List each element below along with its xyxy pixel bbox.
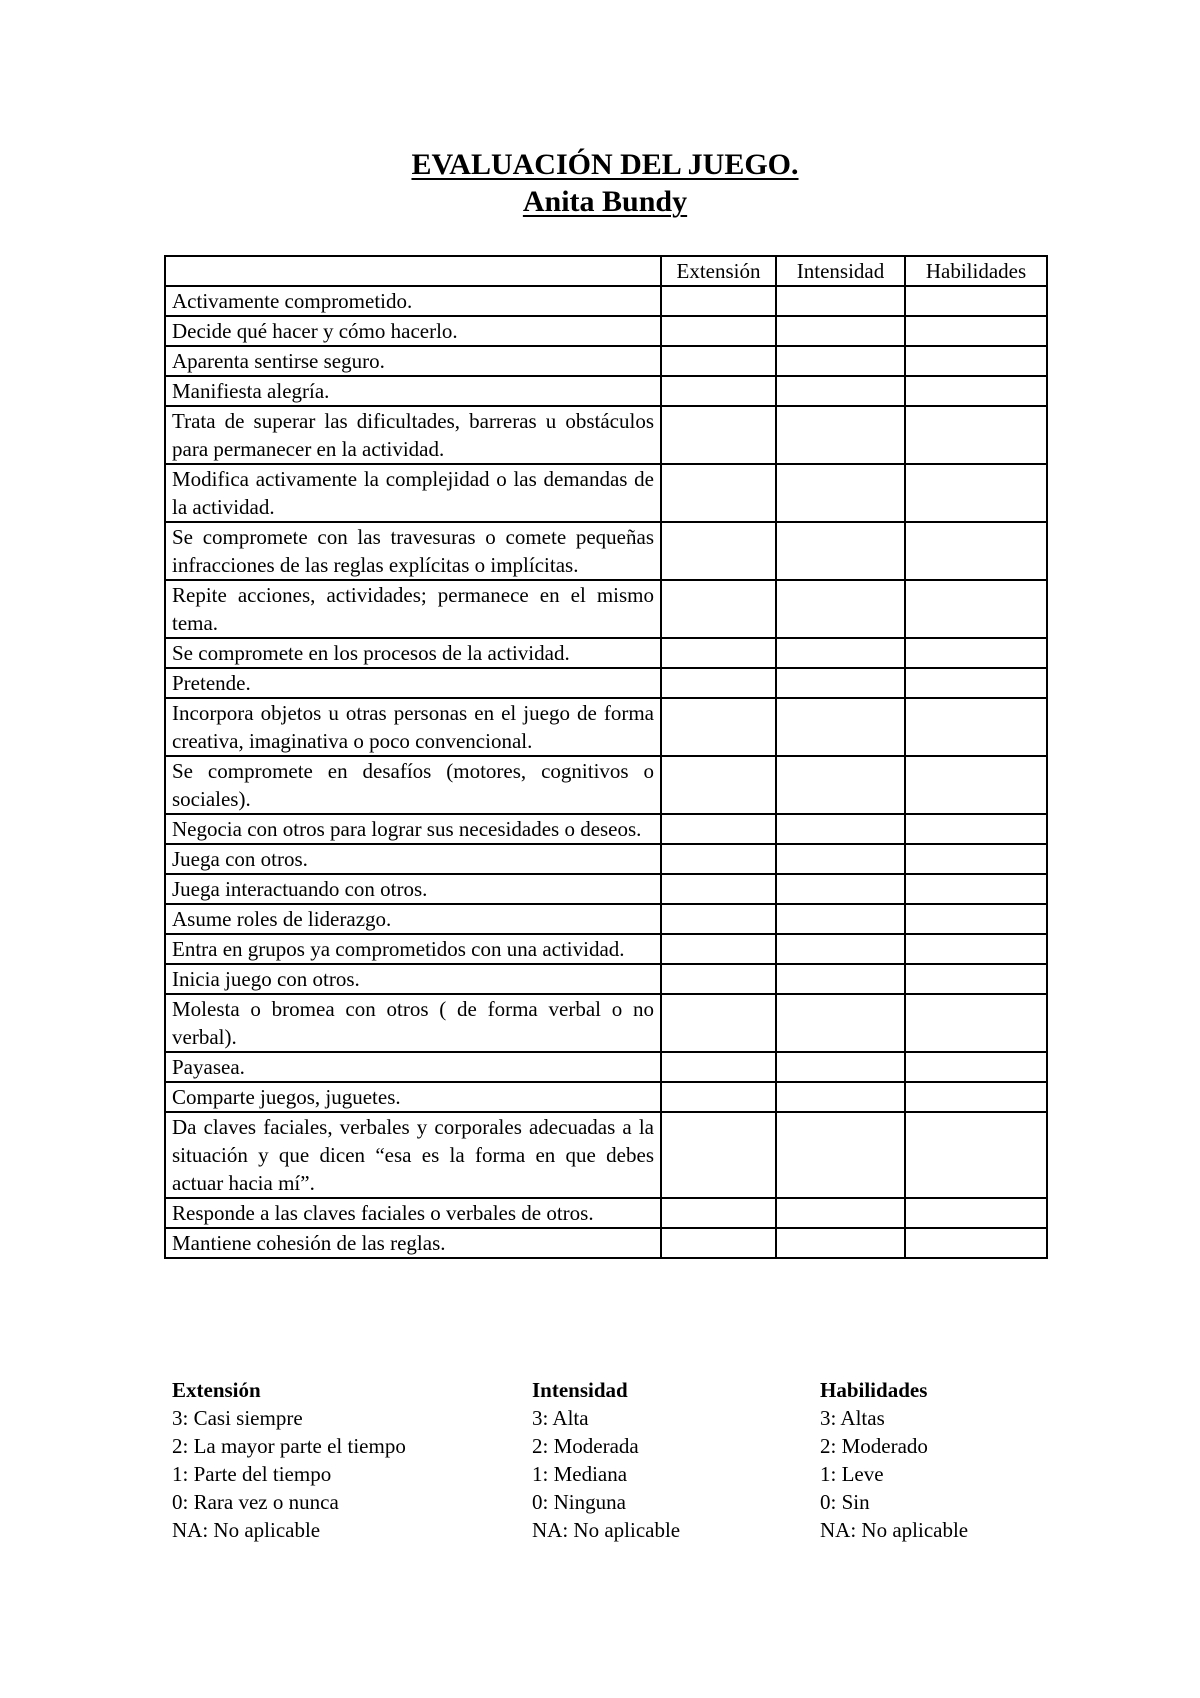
skills-score-cell[interactable] xyxy=(905,844,1047,874)
row-item-label: Asume roles de liderazgo. xyxy=(165,904,661,934)
table-row xyxy=(165,844,1047,874)
header-intensity: Intensidad xyxy=(776,256,905,286)
legend-line: 1: Parte del tiempo xyxy=(172,1462,332,1486)
extension-score-cell[interactable] xyxy=(661,522,776,580)
legend-line: 3: Altas xyxy=(820,1406,885,1430)
intensity-score-cell[interactable] xyxy=(776,874,905,904)
legend-line: 0: Sin xyxy=(820,1490,870,1514)
legend-line: 2: Moderada xyxy=(532,1434,639,1458)
legend-line: 3: Casi siempre xyxy=(172,1406,303,1430)
legend-intensity xyxy=(532,1376,680,1544)
table-row xyxy=(165,904,1047,934)
intensity-score-cell[interactable] xyxy=(776,580,905,638)
header-blank xyxy=(165,256,661,286)
legend-skills xyxy=(820,1376,968,1544)
legend-line: NA: No aplicable xyxy=(820,1518,969,1542)
extension-score-cell[interactable] xyxy=(661,994,776,1052)
legend-line: 0: Rara vez o nunca xyxy=(172,1490,339,1514)
table-row xyxy=(165,522,1047,580)
extension-score-cell[interactable] xyxy=(661,406,776,464)
intensity-score-cell[interactable] xyxy=(776,1052,905,1082)
skills-score-cell[interactable] xyxy=(905,698,1047,756)
intensity-score-cell[interactable] xyxy=(776,844,905,874)
intensity-score-cell[interactable] xyxy=(776,698,905,756)
row-item-label: Responde a las claves faciales o verbales de otros. xyxy=(165,1198,661,1228)
table-row xyxy=(165,1052,1047,1082)
table-row xyxy=(165,1112,1047,1198)
intensity-score-cell[interactable] xyxy=(776,1228,905,1258)
table-row xyxy=(165,756,1047,814)
row-item-label: Modifica activamente la complejidad o las demandas de la actividad. xyxy=(165,464,661,522)
row-item-label: Negocia con otros para lograr sus necesidades o deseos. xyxy=(165,814,661,844)
extension-score-cell[interactable] xyxy=(661,1228,776,1258)
legend-intensity-title: Intensidad xyxy=(532,1378,628,1402)
skills-score-cell[interactable] xyxy=(905,874,1047,904)
skills-score-cell[interactable] xyxy=(905,286,1047,316)
intensity-score-cell[interactable] xyxy=(776,286,905,316)
intensity-score-cell[interactable] xyxy=(776,668,905,698)
table-row xyxy=(165,964,1047,994)
extension-score-cell[interactable] xyxy=(661,638,776,668)
intensity-score-cell[interactable] xyxy=(776,406,905,464)
row-item-label: Juega interactuando con otros. xyxy=(165,874,661,904)
skills-score-cell[interactable] xyxy=(905,522,1047,580)
skills-score-cell[interactable] xyxy=(905,994,1047,1052)
intensity-score-cell[interactable] xyxy=(776,994,905,1052)
skills-score-cell[interactable] xyxy=(905,464,1047,522)
document-header xyxy=(0,146,1200,220)
skills-score-cell[interactable] xyxy=(905,964,1047,994)
intensity-score-cell[interactable] xyxy=(776,346,905,376)
legend-line: 0: Ninguna xyxy=(532,1490,626,1514)
intensity-score-cell[interactable] xyxy=(776,1082,905,1112)
extension-score-cell[interactable] xyxy=(661,286,776,316)
table-header-row xyxy=(165,256,1047,286)
row-item-label: Incorpora objetos u otras personas en el juego de forma creativa, imaginativa o poco convencional. xyxy=(165,698,661,756)
legend-line: 1: Mediana xyxy=(532,1462,628,1486)
row-item-label: Comparte juegos, juguetes. xyxy=(165,1082,661,1112)
legend-line: NA: No aplicable xyxy=(532,1518,681,1542)
extension-score-cell[interactable] xyxy=(661,874,776,904)
skills-score-cell[interactable] xyxy=(905,638,1047,668)
intensity-score-cell[interactable] xyxy=(776,934,905,964)
table-row xyxy=(165,814,1047,844)
table-row xyxy=(165,934,1047,964)
table-row xyxy=(165,1228,1047,1258)
skills-score-cell[interactable] xyxy=(905,1228,1047,1258)
legend-line: NA: No aplicable xyxy=(172,1518,321,1542)
row-item-label: Decide qué hacer y cómo hacerlo. xyxy=(165,316,661,346)
skills-score-cell[interactable] xyxy=(905,1082,1047,1112)
legend-line: 2: La mayor parte el tiempo xyxy=(172,1434,406,1458)
extension-score-cell[interactable] xyxy=(661,844,776,874)
header-extension: Extensión xyxy=(661,256,776,286)
intensity-score-cell[interactable] xyxy=(776,376,905,406)
skills-score-cell[interactable] xyxy=(905,1198,1047,1228)
extension-score-cell[interactable] xyxy=(661,580,776,638)
table-row xyxy=(165,1198,1047,1228)
table-row xyxy=(165,464,1047,522)
row-item-label: Entra en grupos ya comprometidos con una actividad. xyxy=(165,934,661,964)
row-item-label: Da claves faciales, verbales y corporales adecuadas a la situación y que dicen “esa es la forma en que debes actuar hacia mí”. xyxy=(165,1112,661,1198)
skills-score-cell[interactable] xyxy=(905,814,1047,844)
extension-score-cell[interactable] xyxy=(661,316,776,346)
row-item-label: Pretende. xyxy=(165,668,661,698)
skills-score-cell[interactable] xyxy=(905,934,1047,964)
extension-score-cell[interactable] xyxy=(661,1082,776,1112)
row-item-label: Se compromete con las travesuras o comete pequeñas infracciones de las reglas explícitas o implícitas. xyxy=(165,522,661,580)
legend-line: 3: Alta xyxy=(532,1406,589,1430)
row-item-label: Payasea. xyxy=(165,1052,661,1082)
row-item-label: Mantiene cohesión de las reglas. xyxy=(165,1228,661,1258)
table-row xyxy=(165,698,1047,756)
evaluation-table xyxy=(164,255,1048,1259)
table-row xyxy=(165,406,1047,464)
skills-score-cell[interactable] xyxy=(905,1052,1047,1082)
table-row xyxy=(165,874,1047,904)
skills-score-cell[interactable] xyxy=(905,756,1047,814)
document-title: EVALUACIÓN DEL JUEGO. xyxy=(411,148,799,181)
intensity-score-cell[interactable] xyxy=(776,522,905,580)
extension-score-cell[interactable] xyxy=(661,376,776,406)
extension-score-cell[interactable] xyxy=(661,1112,776,1198)
row-item-label: Trata de superar las dificultades, barreras u obstáculos para permanecer en la actividad. xyxy=(165,406,661,464)
skills-score-cell[interactable] xyxy=(905,316,1047,346)
document-author: Anita Bundy xyxy=(522,185,688,218)
intensity-score-cell[interactable] xyxy=(776,814,905,844)
intensity-score-cell[interactable] xyxy=(776,316,905,346)
intensity-score-cell[interactable] xyxy=(776,1198,905,1228)
table-row xyxy=(165,376,1047,406)
row-item-label: Activamente comprometido. xyxy=(165,286,661,316)
legend-line: 2: Moderado xyxy=(820,1434,928,1458)
intensity-score-cell[interactable] xyxy=(776,964,905,994)
intensity-score-cell[interactable] xyxy=(776,1112,905,1198)
row-item-label: Se compromete en desafíos (motores, cognitivos o sociales). xyxy=(165,756,661,814)
skills-score-cell[interactable] xyxy=(905,406,1047,464)
legend-extension-title: Extensión xyxy=(172,1378,261,1402)
extension-score-cell[interactable] xyxy=(661,668,776,698)
evaluation-table-body xyxy=(165,286,1047,1258)
row-item-label: Molesta o bromea con otros ( de forma verbal o no verbal). xyxy=(165,994,661,1052)
legend-extension xyxy=(172,1376,406,1544)
legend-skills-title: Habilidades xyxy=(820,1378,928,1402)
extension-score-cell[interactable] xyxy=(661,464,776,522)
extension-score-cell[interactable] xyxy=(661,756,776,814)
table-row xyxy=(165,668,1047,698)
row-item-label: Repite acciones, actividades; permanece en el mismo tema. xyxy=(165,580,661,638)
intensity-score-cell[interactable] xyxy=(776,638,905,668)
table-row xyxy=(165,638,1047,668)
table-row xyxy=(165,286,1047,316)
row-item-label: Aparenta sentirse seguro. xyxy=(165,346,661,376)
skills-score-cell[interactable] xyxy=(905,580,1047,638)
table-row xyxy=(165,994,1047,1052)
extension-score-cell[interactable] xyxy=(661,934,776,964)
skills-score-cell[interactable] xyxy=(905,1112,1047,1198)
extension-score-cell[interactable] xyxy=(661,904,776,934)
intensity-score-cell[interactable] xyxy=(776,756,905,814)
row-item-label: Se compromete en los procesos de la actividad. xyxy=(165,638,661,668)
skills-score-cell[interactable] xyxy=(905,376,1047,406)
extension-score-cell[interactable] xyxy=(661,1198,776,1228)
skills-score-cell[interactable] xyxy=(905,346,1047,376)
row-item-label: Juega con otros. xyxy=(165,844,661,874)
skills-score-cell[interactable] xyxy=(905,904,1047,934)
table-row xyxy=(165,1082,1047,1112)
intensity-score-cell[interactable] xyxy=(776,904,905,934)
header-skills: Habilidades xyxy=(905,256,1047,286)
extension-score-cell[interactable] xyxy=(661,1052,776,1082)
row-item-label: Inicia juego con otros. xyxy=(165,964,661,994)
table-row xyxy=(165,346,1047,376)
legend-line: 1: Leve xyxy=(820,1462,884,1486)
extension-score-cell[interactable] xyxy=(661,964,776,994)
row-item-label: Manifiesta alegría. xyxy=(165,376,661,406)
skills-score-cell[interactable] xyxy=(905,668,1047,698)
table-row xyxy=(165,316,1047,346)
table-row xyxy=(165,580,1047,638)
extension-score-cell[interactable] xyxy=(661,814,776,844)
extension-score-cell[interactable] xyxy=(661,346,776,376)
extension-score-cell[interactable] xyxy=(661,698,776,756)
intensity-score-cell[interactable] xyxy=(776,464,905,522)
